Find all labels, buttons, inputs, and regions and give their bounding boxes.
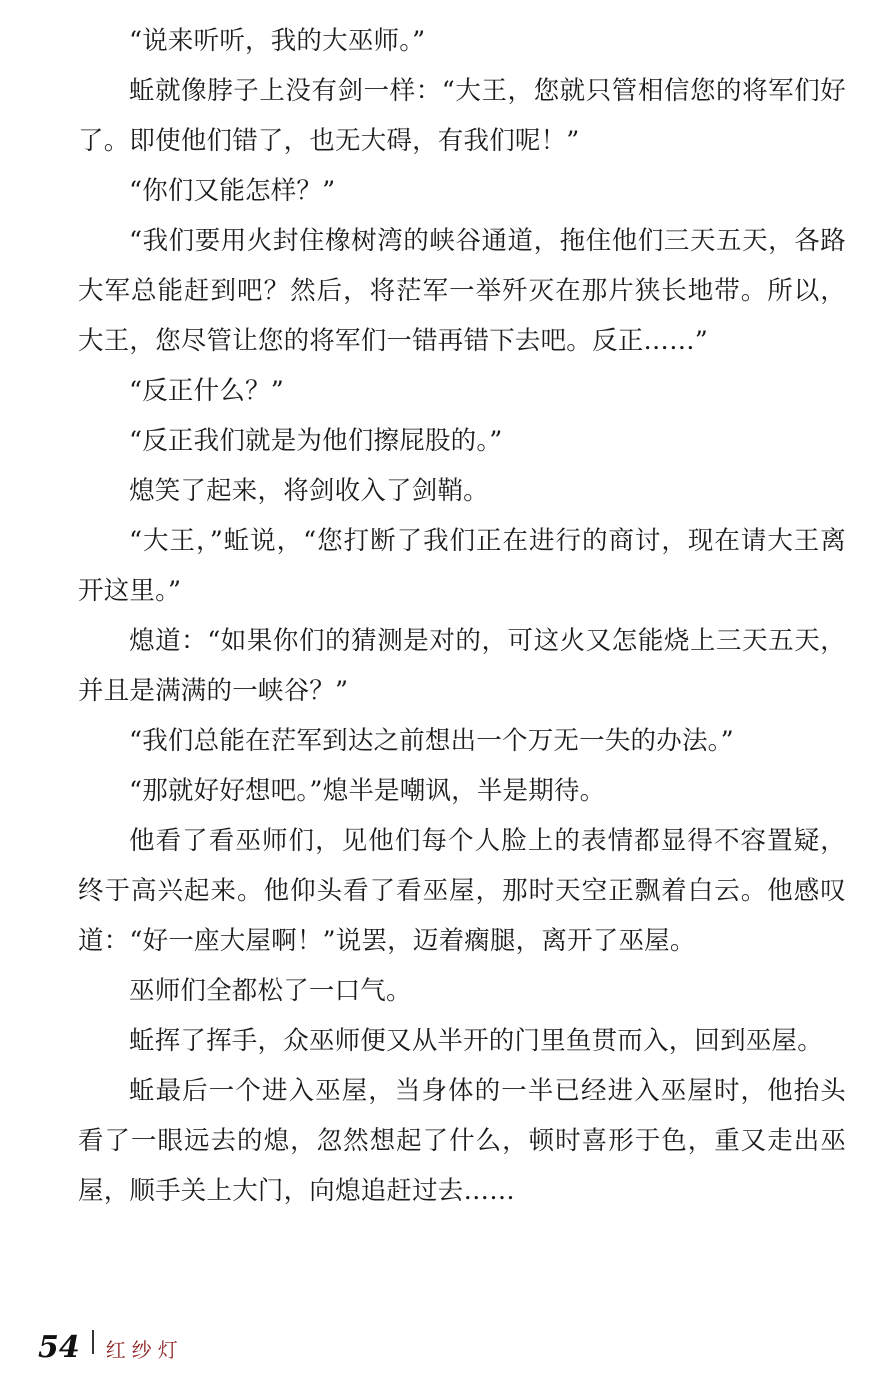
page-footer: [38, 1330, 184, 1365]
paragraph: 蚯最后一个进入巫屋，当身体的一半已经进入巫屋时，他抬头看了一眼远去的熄，忽然想起了什么，顿时喜形于色，重又走出巫屋，顺手关上大门，向熄追赶过去……: [78, 1076, 846, 1206]
paragraph: 蚯挥了挥手，众巫师便又从半开的门里鱼贯而入，回到巫屋。: [129, 1026, 823, 1056]
paragraph: “说来听听，我的大巫师。”: [129, 26, 426, 56]
paragraph: “你们又能怎样？”: [129, 176, 336, 206]
paragraph: “我们总能在茫军到达之前想出一个万无一失的办法。”: [129, 726, 734, 756]
paragraph: “反正我们就是为他们擦屁股的。”: [129, 426, 503, 456]
paragraph: 巫师们全都松了一口气。: [129, 976, 412, 1006]
paragraph: “那就好好想吧。”熄半是嘲讽，半是期待。: [129, 776, 606, 806]
divider-rule: [92, 1330, 94, 1354]
running-book-title: 红纱灯: [105, 1338, 184, 1362]
paragraph: 熄道：“如果你们的猜测是对的，可这火又怎能烧上三天五天，并且是满满的一峡谷？”: [78, 626, 846, 706]
paragraph: 熄笑了起来，将剑收入了剑鞘。: [129, 476, 489, 506]
paragraph: “大王，”蚯说，“您打断了我们正在进行的商讨，现在请大王离开这里。”: [78, 526, 846, 606]
paragraph: 他看了看巫师们，见他们每个人脸上的表情都显得不容置疑，终于高兴起来。他仰头看了看巫屋，那时天空正飘着白云。他感叹道：“好一座大屋啊！”说罢，迈着瘸腿，离开了巫屋。: [78, 826, 846, 956]
paragraph: “反正什么？”: [129, 376, 284, 406]
page-number: 54: [38, 1330, 80, 1365]
page-body: [78, 16, 846, 1216]
paragraph: 蚯就像脖子上没有剑一样：“大王，您就只管相信您的将军们好了。即使他们错了，也无大碍，有我们呢！”: [78, 76, 846, 156]
paragraph: “我们要用火封住橡树湾的峡谷通道，拖住他们三天五天，各路大军总能赶到吧？然后，将茫军一举歼灭在那片狭长地带。所以，大王，您尽管让您的将军们一错再错下去吧。反正……”: [78, 226, 846, 356]
